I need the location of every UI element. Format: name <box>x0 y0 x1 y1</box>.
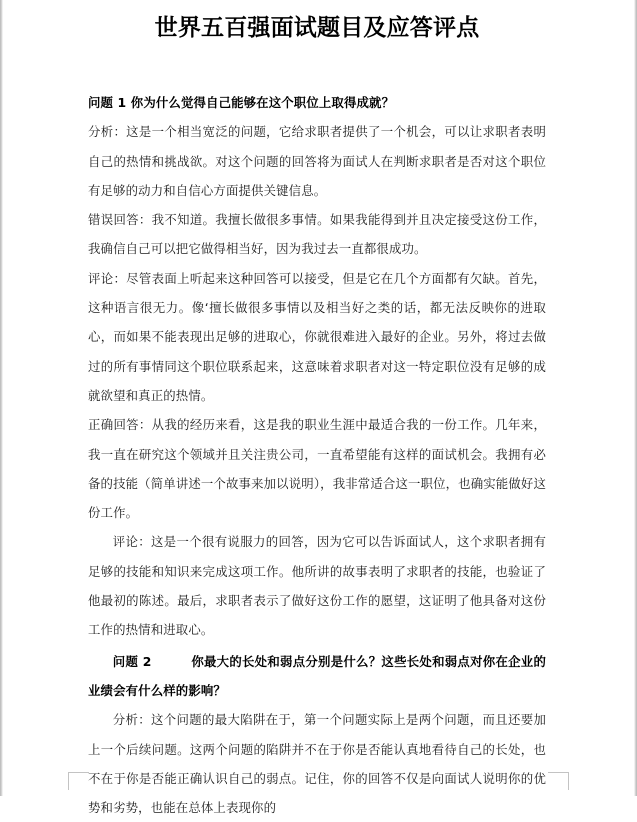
question-1-correct-answer-paragraph: 正确回答：从我的经历来看，这是我的职业生涯中最适合我的一份工作。几年来，我一直在研究这个领域并且关注贵公司，一直希望能有这样的面试机会。我拥有必备的技能（简单讲述一个故事来加以说明），我非常适合这一职位，也确实能做好这份工作。 <box>88 417 546 521</box>
question-1-correct-answer-comment-paragraph: 评论：这是一个很有说服力的回答，因为它可以告诉面试人，这个求职者拥有足够的技能和知识来完成这项工作。他所讲的故事表明了求职者的技能，也验证了他最初的陈述。最后，求职者表示了做好这份工作的愿望，这证明了他具备对这份工作的热情和进取心。 <box>88 534 546 638</box>
title-spacer <box>88 44 546 88</box>
question-1-wrong-answer-comment-paragraph: 评论：尽管表面上听起来这种回答可以接受，但是它在几个方面都有欠缺。首先，这种语言很无力。像‘擅长做很多事情以及相当好之类的话，都无法反映你的进取心，而如果不能表现出足够的进取心，你就很难进入最好的企业。另外，将过去做过的所有事情同这个职位联系起来，这意味着求职者对这一特定职位没有足够的成就欲望和真正的热情。 <box>88 270 546 403</box>
page-left-edge-shadow <box>0 0 3 796</box>
bottom-left-margin-crop-mark <box>68 772 89 790</box>
question-2-heading-prefix: 问题 2 <box>112 653 152 669</box>
document-content-area <box>88 0 546 816</box>
page-title: 世界五百强面试题目及应答评点 <box>154 15 480 41</box>
bottom-right-margin-crop-mark <box>548 772 569 790</box>
question-1-wrong-answer-paragraph: 错误回答：我不知道。我擅长做很多事情。如果我能得到并且决定接受这份工作，我确信自己可以把它做得相当好，因为我过去一直都很成功。 <box>88 212 546 257</box>
question-1-heading: 问题 1 你为什么觉得自己能够在这个职位上取得成就？ <box>88 95 395 110</box>
question-2-heading-text: 你最大的长处和弱点分别是什么？这些长处和弱点对你在企业的业绩会有什么样的影响？ <box>88 653 546 698</box>
question-2-heading <box>88 647 546 706</box>
question-2-analysis-paragraph: 分析：这个问题的最大陷阱在于，第一个问题实际上是两个问题，而且还要加上一个后续问题。这两个问题的陷阱并不在于你是否能认真地看待自己的长处，也不在于你是否能正确认识自己的弱点。记住，你的回答不仅是向面试人说明你的优势和劣势，也能在总体上表现你的 <box>88 712 546 816</box>
question-1-analysis-paragraph: 分析：这是一个相当宽泛的问题，它给求职者提供了一个机会，可以让求职者表明自己的热情和挑战欲。对这个问题的回答将为面试人在判断求职者是否对这个职位有足够的动力和自信心方面提供关键信息。 <box>88 124 546 198</box>
